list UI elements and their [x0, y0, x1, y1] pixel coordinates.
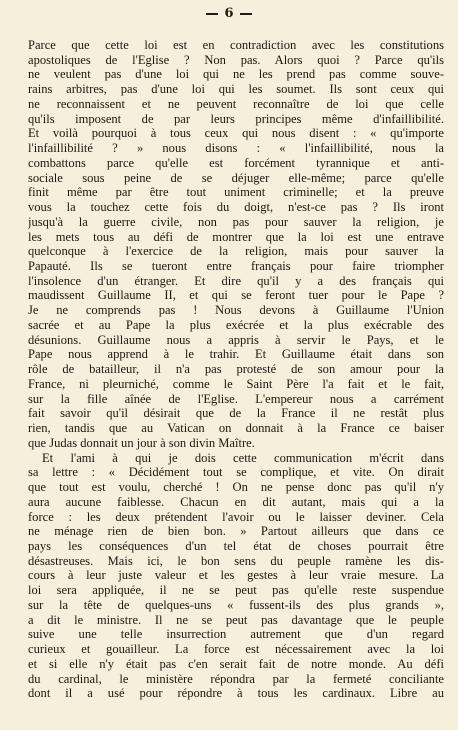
- text-line: Et l'ami à qui je dois cette communication m'écrit dans: [42, 450, 444, 465]
- body-text: [28, 38, 444, 701]
- text-line: l'infaillibilité ? » nous disons : « l'infaillibilité, nous la: [28, 141, 444, 156]
- text-line: jusqu'à la guerre civile, non pas pour sauver la religion, je: [28, 214, 444, 229]
- text-line: et si elle n'y était pas c'en serait fait de notre monde. Au défi: [28, 656, 444, 671]
- text-line: du cardinal, le ministère répondra par la fermeté conciliante: [28, 671, 444, 686]
- text-line: Parce que cette loi est en contradiction avec les constitutions: [28, 38, 444, 52]
- text-line: Je ne comprends pas ! Nous devons à Guillaume l'Union: [28, 303, 444, 318]
- folio-dash-right: [240, 13, 252, 15]
- text-line: quelconque à l'exercice de la religion, mais pour sauver la: [28, 244, 444, 259]
- text-line: désunions. Guillaume nous a appris à servir le Pays, et le: [28, 332, 444, 347]
- text-line: Et voilà pourquoi à tous ceux qui nous disent : « qu'importe: [28, 126, 444, 141]
- text-line: finit même par être tout uniment criminelle; et la preuve: [28, 185, 444, 200]
- text-line: l'insolence d'un étranger. Et dire qu'il y a des français qui: [28, 273, 444, 288]
- text-line: ne ménage rien de bien bon. » Partout ailleurs que dans ce: [28, 524, 444, 539]
- text-line: que Judas donnait un jour à son divin Maître.: [28, 435, 255, 450]
- text-line: aura aucune faiblesse. Chacun en dit autant, mais qui a la: [28, 494, 444, 509]
- text-line: dont il a usé pour répondre à tous les cardinaux. Libre au: [28, 686, 444, 701]
- text-line: suive une telle insurrection autrement que d'un regard: [28, 627, 444, 642]
- text-line: ne veulent pas d'une loi qui ne les prend pas comme souve-: [28, 67, 444, 82]
- text-line: sa lettre : « Décidément tout se complique, et vite. On dirait: [28, 465, 444, 480]
- folio-dash-left: [206, 13, 218, 15]
- text-line: loi sera appliquée, il ne se peut pas qu'elle reste suspendue: [28, 583, 444, 598]
- text-line: Pape nous apprend à le trahir. Et Guillaume était dans son: [28, 347, 444, 362]
- text-line: les mets tous au défi de montrer que la loi est une entrave: [28, 229, 444, 244]
- text-line: pays les conséquences d'un tel état de choses pourrait être: [28, 538, 444, 553]
- text-line: vous la touchez cette fois du doigt, n'est-ce pas ? Ils iront: [28, 200, 444, 215]
- text-line: qu'ils imposent de par leurs principes même d'infaillibilité.: [28, 111, 444, 126]
- text-line: rien, tandis que au Vatican on donnait à la France ce baiser: [28, 421, 444, 436]
- text-line: désastreuses. Mais ici, le bon sens du peuple ramène les dis-: [28, 553, 444, 568]
- text-line: a dit le ministre. Il ne se peut pas davantage que le peuple: [28, 612, 444, 627]
- text-line: sacrée et au Pape la plus exécrée et la plus exécrable des: [28, 317, 444, 332]
- text-line: sociale sous peine de se déjuger elle-même; parce qu'elle: [28, 170, 444, 185]
- text-line: maudissent Guillaume II, et qui se feront tuer pour le Pape ?: [28, 288, 444, 303]
- text-line: ne reconnaissent et ne peuvent reconnaître de loi que celle: [28, 96, 444, 111]
- page-number: [0, 4, 458, 24]
- text-line: curieux et gouailleur. La force est nécessairement avec la loi: [28, 642, 444, 657]
- text-line: que tout est voulu, cherché ! On ne pense donc pas qu'il n'y: [28, 480, 444, 495]
- text-line: fait savoir qu'il désirait que de la France il ne restât plus: [28, 406, 444, 421]
- text-line: sur la fille aînée de l'Eglise. L'empereur nous a carrément: [28, 391, 444, 406]
- text-line: rôle de batailleur, il n'a pas protesté de son amour pour la: [28, 362, 444, 377]
- text-line: Papauté. Ils se tueront entre français pour faire triompher: [28, 259, 444, 274]
- page-number-text: 6: [224, 6, 234, 21]
- text-line: combattons parce qu'elle est forcément tyrannique et anti-: [28, 155, 444, 170]
- paragraph-1: [28, 38, 444, 451]
- text-line: sur la tête de quelques-uns « fussent-ils des plus grands »,: [28, 597, 444, 612]
- text-line: force : les deux prétendent l'avoir ou le laisser deviner. Cela: [28, 509, 444, 524]
- text-line: France, ni pleurniché, comme le Saint Père l'a fait et le fait,: [28, 376, 444, 391]
- text-line: apostoliques de l'Eglise ? Non pas. Alors quoi ? Parce qu'ils: [28, 52, 444, 67]
- text-line: rains arbitres, pas d'une loi qui les soumet. Ils sont ceux qui: [28, 82, 444, 97]
- paragraph-2: [28, 451, 444, 701]
- text-line: cours à leur juste valeur et les gestes à leur vraie mesure. La: [28, 568, 444, 583]
